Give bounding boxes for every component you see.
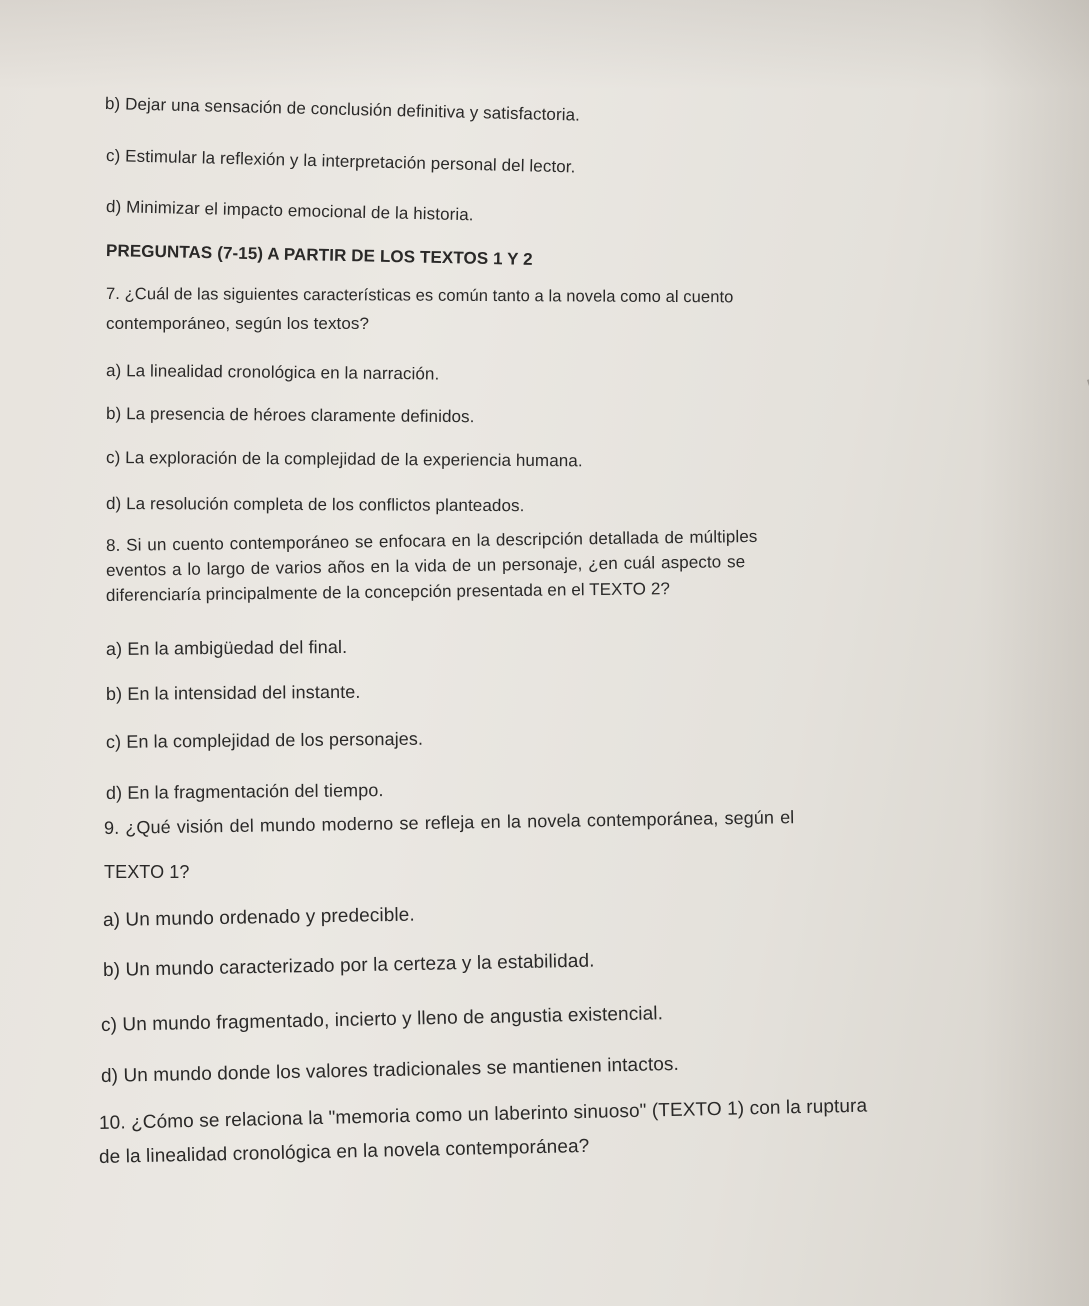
q8-option-a: a) En la ambigüedad del final. [105, 636, 348, 659]
q8-stem-line3: diferenciaría principalmente de la concepción presentada en el TEXTO 2? [105, 579, 671, 605]
q7-option-c: c) La exploración de la complejidad de la experiencia humana. [105, 448, 583, 471]
q10-stem-line2: de la linealidad cronológica en la novela contemporánea? [98, 1135, 590, 1168]
q8-option-c: c) En la complejidad de los personajes. [105, 728, 424, 752]
q8-option-b: b) En la intensidad del instante. [105, 681, 361, 704]
q9-option-d: d) Un mundo donde los valores tradicionales se mantienen intactos. [100, 1053, 680, 1087]
q7-option-b: b) La presencia de héroes claramente definidos. [105, 404, 475, 427]
q8-option-d: d) En la fragmentación del tiempo. [105, 780, 384, 803]
q8-stem-line2: eventos a lo largo de varios años en la vida de un personaje, ¿en cuál aspecto se [105, 552, 746, 580]
q7-stem-line1: 7. ¿Cuál de las siguientes características es común tanto a la novela como al cuento [105, 285, 734, 307]
q8-stem-line1: 8. Si un cuento contemporáneo se enfocara en la descripción detallada de múltiples [105, 526, 758, 555]
prev-option-c: c) Estimular la reflexión y la interpretación personal del lector. [105, 146, 576, 177]
q9-option-a: a) Un mundo ordenado y predecible. [102, 904, 415, 931]
q10-stem-line1: 10. ¿Cómo se relaciona la "memoria como un laberinto sinuoso" (TEXTO 1) con la ruptura [98, 1095, 868, 1134]
q7-option-a: a) La linealidad cronológica en la narración. [105, 361, 440, 384]
q9-option-c: c) Un mundo fragmentado, incierto y lleno de angustia existencial. [100, 1003, 664, 1036]
section-heading: PREGUNTAS (7-15) A PARTIR DE LOS TEXTOS 1 Y 2 [105, 241, 533, 269]
q9-option-b: b) Un mundo caracterizado por la certeza y la estabilidad. [102, 950, 595, 981]
prev-option-d: d) Minimizar el impacto emocional de la historia. [105, 197, 474, 225]
q7-stem-line2: contemporáneo, según los textos? [106, 314, 370, 333]
q7-option-d: d) La resolución completa de los conflictos planteados. [105, 494, 525, 516]
q9-stem-line2: TEXTO 1? [104, 862, 190, 882]
prev-option-b: b) Dejar una sensación de conclusión definitiva y satisfactoria. [104, 94, 581, 125]
q9-stem-line1: 9. ¿Qué visión del mundo moderno se refleja en la novela contemporánea, según el [103, 807, 795, 838]
